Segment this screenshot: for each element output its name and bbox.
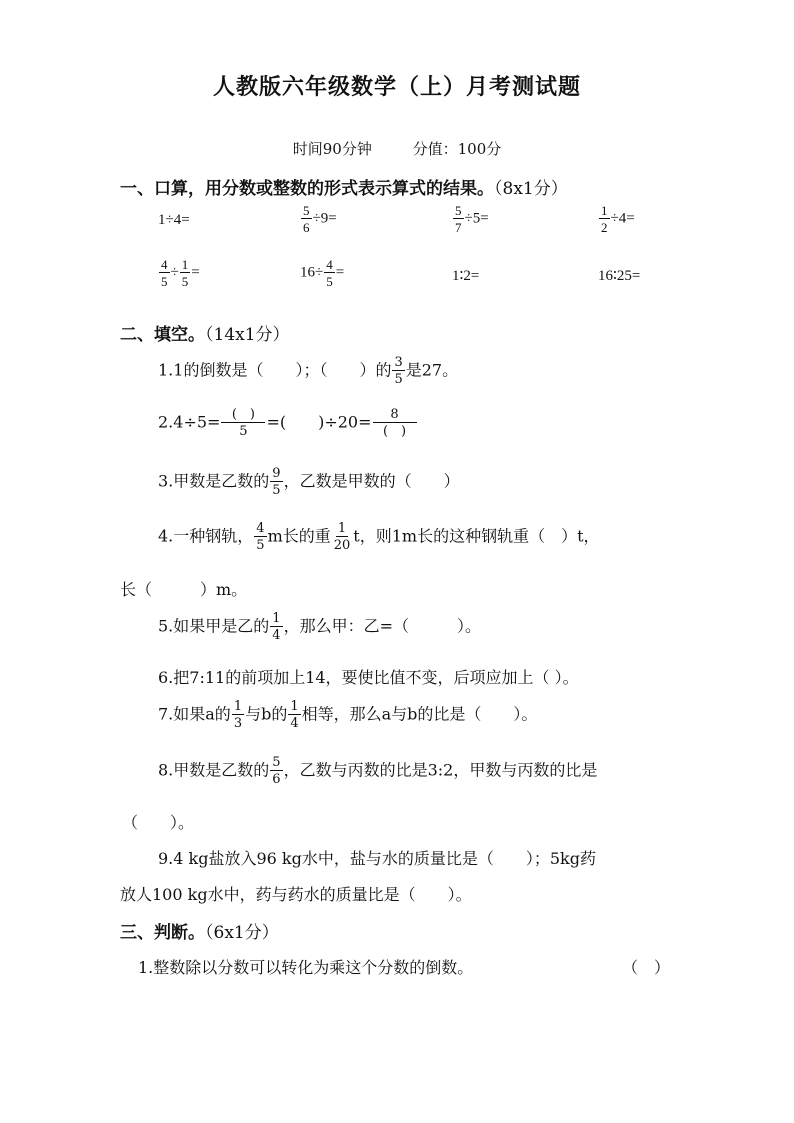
question-3-1: 1.整数除以分数可以转化为乘这个分数的倒数。 xyxy=(138,958,474,977)
section-1-points: （8x1分） xyxy=(494,179,568,199)
fraction: $\frac{5}{6}$ xyxy=(272,755,281,787)
page-title: 人教版六年级数学（上）月考测试题 xyxy=(212,74,581,100)
question-2-9-line-2: 放人100 kg水中，药与药水的质量比是（ ）。 xyxy=(120,885,472,904)
fraction: $\frac{( )}{5}$ xyxy=(221,408,265,438)
question-2-4: 4.一种钢轨， $\frac{4}{5}$ m长的重 $\frac{1}{20}$ t，则1m长的这种钢轨重（ ）t， xyxy=(158,521,600,553)
question-2-1: 1.1的倒数是（ ）；（ ）的 $\frac{3}{5}$ 是27。 xyxy=(158,355,459,387)
question-2-4-line-2: 长（ ）m。 xyxy=(120,580,248,599)
fraction: $\frac{8}{( )}$ xyxy=(373,408,417,438)
question-2-5: 5.如果甲是乙的 $\frac{1}{4}$ ，那么甲：乙=（ ）。 xyxy=(158,611,481,643)
oral-problem-8: 16∶25= xyxy=(598,268,641,284)
question-2-3: 3.甲数是乙数的 $\frac{9}{5}$ ，乙数是甲数的（ ） xyxy=(158,466,460,498)
oral-problem-3: $\frac{5}{7}$ ÷5= xyxy=(455,203,489,235)
oral-problem-6: 16÷ $\frac{4}{5}$ = xyxy=(300,257,345,289)
fraction: $\frac{4}{5}$ xyxy=(161,257,168,289)
section-1-title: 一、口算，用分数或整数的形式表示算式的结果。 xyxy=(120,179,494,199)
question-2-8: 8.甲数是乙数的 $\frac{5}{6}$ ，乙数与丙数的比是3:2，甲数与丙数的比是 xyxy=(158,755,598,787)
fraction: $\frac{4}{5}$ xyxy=(326,257,333,289)
section-3-points: （6x1分） xyxy=(205,923,279,943)
fraction: $\frac{1}{4}$ xyxy=(290,699,299,731)
question-2-2: 2.4÷5= $\frac{( )}{5}$ =( )÷20= $\frac{8}{( )}$ xyxy=(158,408,418,438)
section-1-heading xyxy=(120,174,568,199)
time-limit: 时间90分钟 xyxy=(292,140,372,158)
fraction: $\frac{5}{7}$ xyxy=(455,203,462,235)
section-2-heading xyxy=(120,320,290,345)
oral-problem-1: 1÷4= xyxy=(158,212,190,228)
fraction: $\frac{1}{5}$ xyxy=(181,257,189,289)
fraction: $\frac{1}{2}$ xyxy=(601,203,608,235)
question-2-8-line-2: （ ）。 xyxy=(122,813,195,832)
oral-problem-7: 1∶2= xyxy=(452,268,480,284)
fraction: $\frac{1}{20}$ xyxy=(333,521,351,553)
oral-problem-2: $\frac{5}{6}$ ÷9= xyxy=(303,203,337,235)
fraction: $\frac{9}{5}$ xyxy=(272,466,281,498)
section-3-heading xyxy=(120,918,279,943)
section-3-title: 三、判断。 xyxy=(120,923,205,943)
question-2-9: 9.4 kg盐放入96 kg水中，盐与水的质量比是（ ）；5kg药 xyxy=(158,849,596,868)
total-score: 分值：100分 xyxy=(412,140,502,158)
section-2-points: （14x1分） xyxy=(205,325,290,345)
fraction: $\frac{4}{5}$ xyxy=(256,521,265,553)
fraction: $\frac{1}{3}$ xyxy=(233,699,243,731)
oral-problem-5: $\frac{4}{5}$ ÷ $\frac{1}{5}$ = xyxy=(161,257,200,289)
section-2-title: 二、填空。 xyxy=(120,325,205,345)
fraction: $\frac{5}{6}$ xyxy=(303,203,310,235)
answer-paren: （ ） xyxy=(622,958,671,977)
question-2-6: 6.把7:11的前项加上14，要使比值不变，后项应加上（ ）。 xyxy=(158,668,579,687)
fraction: $\frac{3}{5}$ xyxy=(394,355,403,387)
exam-info xyxy=(0,138,794,159)
oral-problem-4: $\frac{1}{2}$ ÷4= xyxy=(601,203,635,235)
fraction: $\frac{1}{4}$ xyxy=(272,611,281,643)
question-2-7: 7.如果a的 $\frac{1}{3}$ 与b的 $\frac{1}{4}$ 相等，那么a与b的比是（ ）。 xyxy=(158,699,538,731)
